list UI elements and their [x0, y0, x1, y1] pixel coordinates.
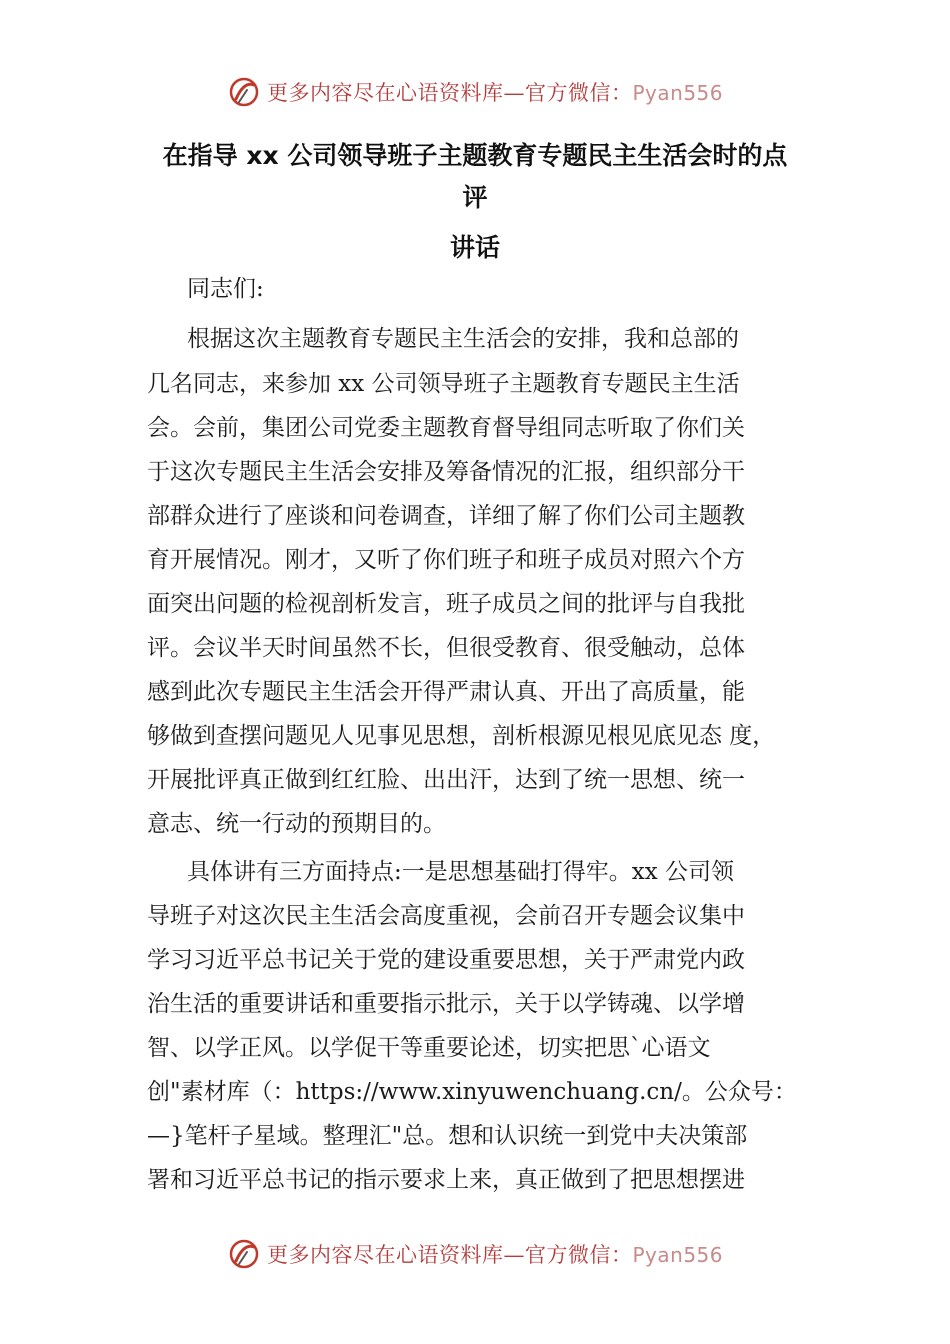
document-title-line-1: 在指导 xx 公司领导班子主题教育专题民主生活会时的点: [162, 141, 788, 170]
greeting: 同志们:: [187, 276, 264, 302]
body-line: 署和习近平总书记的指示要求上来，真正做到了把思想摆进: [147, 1167, 745, 1193]
body-line: 根据这次主题教育专题民主生活会的安排，我和总部的: [187, 326, 739, 352]
wechat-id: Pyan556: [632, 81, 723, 105]
header-banner-text: [267, 77, 723, 107]
document-title-line-2: 评: [462, 183, 488, 212]
body-line: 够做到查摆问题见人见事见思想，剖析根源见根见底见态 度，: [147, 723, 776, 749]
body-line: 创"素材库（：https://www.xinyuwenchuang.cn/。公众号：: [147, 1079, 797, 1105]
footer-banner: [0, 1234, 950, 1274]
wechat-id: Pyan556: [632, 1243, 723, 1267]
body-line: 育开展情况。刚才，又听了你们班子和班子成员对照六个方: [147, 547, 745, 573]
header-banner: [0, 72, 950, 112]
body-line: 开展批评真正做到红红脸、出出汗，达到了统一思想、统一: [147, 767, 745, 793]
document-title-line-3: 讲话: [449, 233, 500, 262]
body-line: 几名同志，来参加 xx 公司领导班子主题教育专题民主生活: [147, 371, 740, 397]
body-line: 学习习近平总书记关于党的建设重要思想，关于严肃党内政: [147, 947, 745, 973]
banner-slogan: 更多内容尽在心语资料库—官方微信：: [266, 81, 633, 105]
body-line: 感到此次专题民主生活会开得严肃认真、开出了高质量，能: [147, 679, 745, 705]
body-line: 治生活的重要讲话和重要指示批示，关于以学铸魂、以学增: [147, 991, 745, 1017]
body-line: 导班子对这次民主生活会高度重视，会前召开专题会议集中: [147, 903, 745, 929]
body-line: 具体讲有三方面持点:一是思想基础打得牢。xx 公司领: [187, 859, 735, 885]
body-line: 于这次专题民主生活会安排及筹备情况的汇报，组织部分干: [147, 459, 745, 485]
body-line: 部群众进行了座谈和问卷调查，详细了解了你们公司主题教: [147, 503, 745, 529]
brand-logo-icon: [227, 1237, 261, 1271]
brand-logo-icon: [227, 75, 261, 109]
body-line: 会。会前，集团公司党委主题教育督导组同志听取了你们关: [147, 415, 745, 441]
banner-slogan: 更多内容尽在心语资料库—官方微信：: [266, 1243, 633, 1267]
body-line: 评。会议半天时间虽然不长，但很受教育、很受触动，总体: [147, 635, 745, 661]
body-line: 智、以学正风。以学促干等重要论述，切实把思`心语文: [147, 1035, 711, 1061]
body-line: 意志、统一行动的预期目的。: [147, 811, 446, 837]
body-line: —}笔杆子星域。整理汇"总。想和认识统一到党中夫决策部: [147, 1123, 748, 1149]
body-line: 面突出问题的检视剖析发言，班子成员之间的批评与自我批: [147, 591, 745, 617]
footer-banner-text: [267, 1239, 723, 1269]
